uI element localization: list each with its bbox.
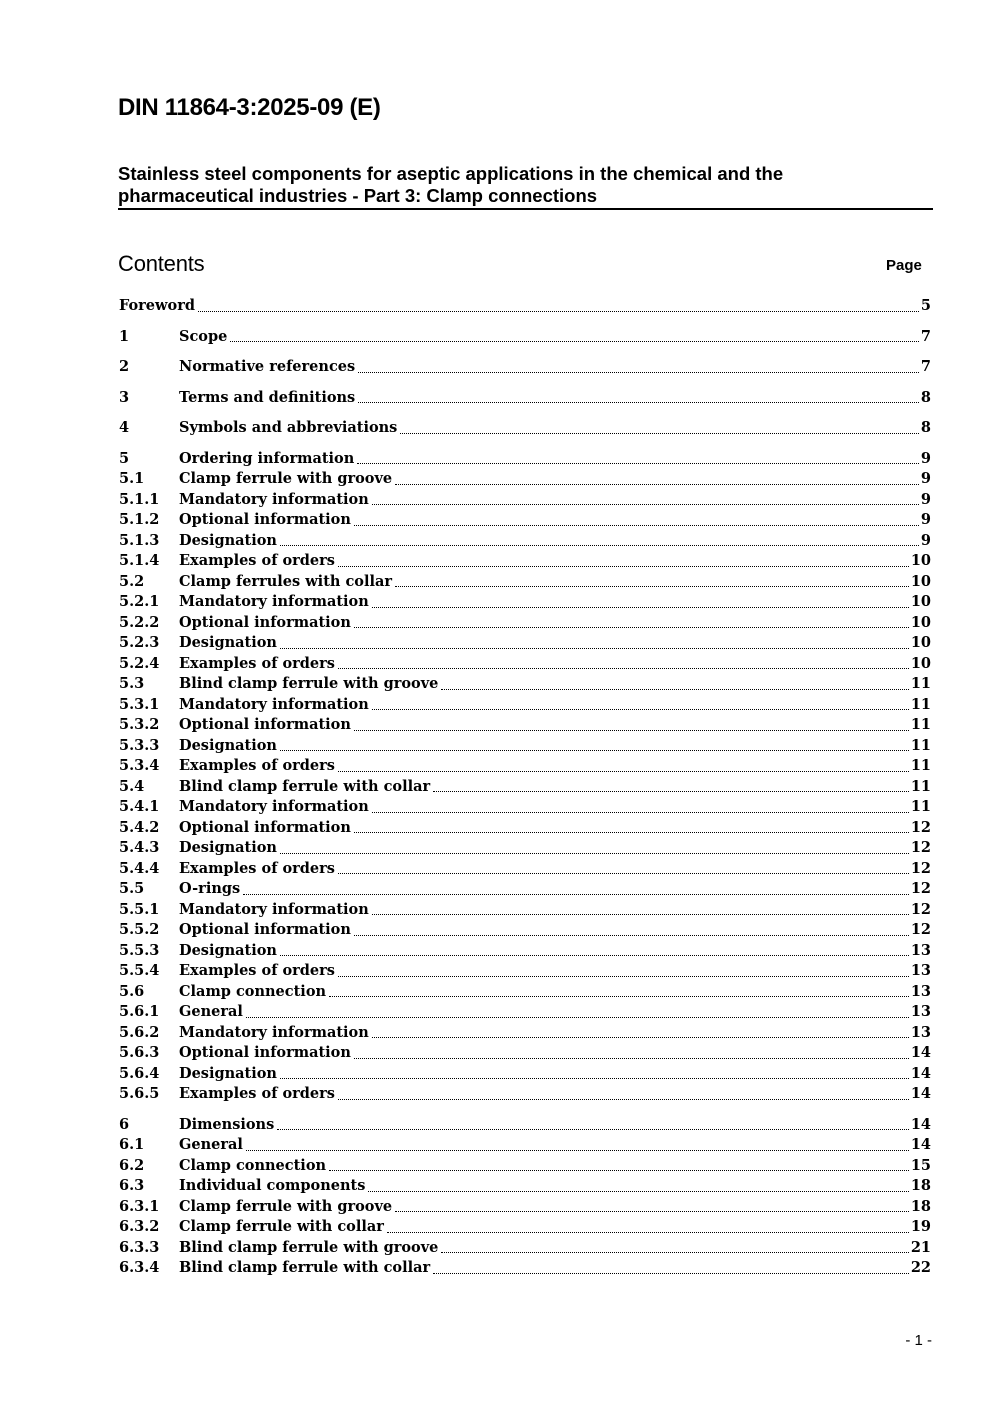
toc-dot-leader bbox=[400, 433, 919, 434]
toc-dot-leader bbox=[441, 1252, 908, 1253]
toc-entry-number: 6.3.2 bbox=[119, 1218, 160, 1235]
toc-entry-title: Clamp connection bbox=[179, 982, 327, 1000]
toc-entry-number: 5.6 bbox=[119, 982, 145, 1000]
toc-entry-title: Examples of orders bbox=[179, 654, 335, 672]
toc-entry-leader bbox=[179, 1135, 931, 1156]
toc-entry-number: 5.3.1 bbox=[119, 695, 160, 713]
toc-dot-leader bbox=[372, 709, 909, 710]
toc-entry-title: Examples of orders bbox=[179, 757, 335, 774]
toc-entry-page: 14 bbox=[910, 1085, 931, 1102]
toc-entry-leader bbox=[179, 982, 931, 1003]
toc-dot-leader bbox=[277, 1129, 909, 1130]
toc-entry-title: Foreword bbox=[119, 297, 195, 314]
toc-entry-page: 9 bbox=[920, 490, 931, 508]
toc-entry-page: 10 bbox=[910, 552, 931, 569]
document-title bbox=[118, 163, 933, 210]
toc-entry-leader bbox=[119, 296, 931, 317]
toc-entry-leader bbox=[179, 1258, 931, 1279]
toc-entry[interactable] bbox=[119, 674, 931, 695]
toc-entry-title: Designation bbox=[179, 531, 277, 549]
toc-dot-leader bbox=[246, 1150, 909, 1151]
toc-entry-leader bbox=[179, 1023, 931, 1044]
toc-dot-leader bbox=[433, 791, 909, 792]
toc-dot-leader bbox=[280, 648, 909, 649]
page-column-heading: Page bbox=[886, 257, 922, 274]
toc-entry-page: 9 bbox=[920, 511, 931, 528]
toc-entry-title: O-rings bbox=[179, 880, 241, 897]
toc-entry-title: Optional information bbox=[179, 921, 351, 938]
toc-entry-page: 12 bbox=[910, 880, 931, 897]
page-number: - 1 - bbox=[905, 1332, 932, 1349]
toc-entry-title: Ordering information bbox=[179, 449, 355, 467]
toc-dot-leader bbox=[280, 1078, 909, 1079]
toc-entry-leader bbox=[179, 695, 931, 716]
toc-entry[interactable] bbox=[119, 1023, 931, 1044]
toc-entry-leader bbox=[179, 715, 931, 736]
toc-entry-page: 12 bbox=[910, 818, 931, 836]
toc-entry-number: 5.5.1 bbox=[119, 900, 160, 918]
toc-entry-number: 5.4.4 bbox=[119, 859, 160, 877]
toc-entry-title: General bbox=[179, 1136, 243, 1153]
toc-entry[interactable] bbox=[119, 1002, 931, 1023]
toc-entry-leader bbox=[179, 357, 931, 378]
toc-entry-leader bbox=[179, 418, 931, 439]
toc-dot-leader bbox=[357, 463, 919, 464]
toc-entry-page: 11 bbox=[910, 675, 931, 692]
toc-entry-number: 6.3.3 bbox=[119, 1238, 160, 1256]
toc-entry-page: 8 bbox=[920, 388, 931, 406]
toc-entry-title: Dimensions bbox=[179, 1115, 275, 1133]
toc-entry-page: 11 bbox=[910, 695, 931, 713]
toc-entry-title: Designation bbox=[179, 839, 277, 856]
toc-dot-leader bbox=[372, 1037, 909, 1038]
toc-entry-leader bbox=[179, 654, 931, 675]
toc-entry-number: 5.1.3 bbox=[119, 531, 160, 549]
toc-dot-leader bbox=[354, 1058, 909, 1059]
toc-entry-leader bbox=[179, 551, 931, 572]
toc-dot-leader bbox=[280, 955, 909, 956]
toc-entry-leader bbox=[179, 1043, 931, 1064]
toc-entry[interactable] bbox=[119, 1197, 931, 1218]
toc-entry[interactable] bbox=[119, 510, 931, 531]
toc-entry-page: 11 bbox=[910, 777, 931, 795]
toc-entry-leader bbox=[179, 1176, 931, 1197]
toc-entry[interactable] bbox=[119, 982, 931, 1003]
toc-entry-leader bbox=[179, 838, 931, 859]
toc-dot-leader bbox=[372, 504, 919, 505]
toc-dot-leader bbox=[358, 402, 919, 403]
document-id: DIN 11864-3:2025-09 (E) bbox=[118, 94, 381, 121]
toc-entry-page: 13 bbox=[910, 941, 931, 959]
toc-entry-title: Mandatory information bbox=[179, 593, 369, 610]
toc-entry-page: 15 bbox=[910, 1156, 931, 1174]
toc-dot-leader bbox=[338, 976, 909, 977]
toc-entry-title: Normative references bbox=[179, 358, 356, 375]
toc-entry-page: 12 bbox=[910, 859, 931, 877]
toc-entry-title: Mandatory information bbox=[179, 900, 369, 918]
toc-entry-number: 5.4.1 bbox=[119, 798, 160, 815]
toc-entry-page: 14 bbox=[910, 1044, 931, 1061]
toc-entry[interactable] bbox=[119, 1064, 931, 1085]
toc-dot-leader bbox=[395, 586, 909, 587]
toc-entry-page: 8 bbox=[920, 419, 931, 436]
toc-entry[interactable] bbox=[119, 900, 931, 921]
toc-entry[interactable] bbox=[119, 777, 931, 798]
toc-entry-number: 5.3.4 bbox=[119, 757, 160, 774]
toc-entry-number: 5.3.3 bbox=[119, 736, 160, 754]
toc-entry-page: 12 bbox=[910, 921, 931, 938]
toc-entry-leader bbox=[179, 1197, 931, 1218]
toc-entry-page: 22 bbox=[910, 1259, 931, 1276]
toc-entry[interactable] bbox=[119, 490, 931, 511]
toc-dot-leader bbox=[395, 1211, 909, 1212]
toc-entry-page: 10 bbox=[910, 593, 931, 610]
toc-entry-number: 5.2.4 bbox=[119, 654, 160, 672]
toc-entry[interactable] bbox=[119, 1176, 931, 1197]
toc-entry-title: Designation bbox=[179, 941, 277, 959]
toc-entry-page: 11 bbox=[910, 736, 931, 754]
toc-entry-title: Clamp ferrule with collar bbox=[179, 1218, 384, 1235]
toc-entry-page: 11 bbox=[910, 716, 931, 733]
toc-dot-leader bbox=[246, 1017, 909, 1018]
toc-entry[interactable] bbox=[119, 715, 931, 736]
toc-dot-leader bbox=[338, 668, 909, 669]
toc-entry[interactable] bbox=[119, 633, 931, 654]
toc-dot-leader bbox=[372, 812, 909, 813]
toc-entry-leader bbox=[179, 818, 931, 839]
toc-entry-leader bbox=[179, 531, 931, 552]
toc-entry-number: 4 bbox=[119, 419, 130, 436]
toc-entry[interactable] bbox=[119, 920, 931, 941]
toc-entry-title: Blind clamp ferrule with groove bbox=[179, 675, 439, 692]
toc-entry[interactable] bbox=[119, 572, 931, 593]
table-of-contents bbox=[119, 296, 931, 1279]
toc-entry-leader bbox=[179, 1238, 931, 1259]
toc-entry-page: 7 bbox=[920, 327, 931, 345]
toc-entry[interactable] bbox=[119, 1217, 931, 1238]
toc-dot-leader bbox=[354, 525, 919, 526]
toc-entry-page: 9 bbox=[920, 470, 931, 487]
toc-entry[interactable] bbox=[119, 838, 931, 859]
toc-entry-page: 9 bbox=[920, 531, 931, 549]
toc-dot-leader bbox=[338, 566, 909, 567]
toc-dot-leader bbox=[354, 730, 909, 731]
toc-entry-number: 5.3.2 bbox=[119, 716, 160, 733]
toc-entry-title: Blind clamp ferrule with collar bbox=[179, 1259, 431, 1276]
toc-entry-leader bbox=[179, 920, 931, 941]
toc-entry-number: 5.4 bbox=[119, 777, 145, 795]
toc-entry-page: 5 bbox=[920, 297, 931, 314]
toc-entry-leader bbox=[179, 859, 931, 880]
toc-entry[interactable] bbox=[119, 1115, 931, 1136]
toc-entry-leader bbox=[179, 961, 931, 982]
toc-entry[interactable] bbox=[119, 296, 931, 317]
toc-entry[interactable] bbox=[119, 592, 931, 613]
toc-entry-number: 5.2.2 bbox=[119, 613, 160, 631]
toc-entry-title: Blind clamp ferrule with groove bbox=[179, 1238, 439, 1256]
toc-entry[interactable] bbox=[119, 388, 931, 409]
toc-entry-number: 5.2.3 bbox=[119, 634, 160, 651]
toc-entry-leader bbox=[179, 1002, 931, 1023]
toc-entry[interactable] bbox=[119, 961, 931, 982]
toc-entry-number: 6.2 bbox=[119, 1156, 145, 1174]
toc-dot-leader bbox=[368, 1191, 908, 1192]
document-title-line-2: pharmaceutical industries - Part 3: Clamp connections bbox=[118, 185, 598, 206]
toc-entry-page: 18 bbox=[910, 1197, 931, 1215]
toc-entry[interactable] bbox=[119, 695, 931, 716]
toc-entry-title: Clamp ferrule with groove bbox=[179, 470, 393, 487]
toc-entry[interactable] bbox=[119, 879, 931, 900]
toc-entry[interactable] bbox=[119, 1238, 931, 1259]
toc-entry-leader bbox=[179, 736, 931, 757]
toc-entry-leader bbox=[179, 613, 931, 634]
toc-entry[interactable] bbox=[119, 551, 931, 572]
toc-entry-page: 21 bbox=[910, 1238, 931, 1256]
toc-dot-leader bbox=[441, 689, 908, 690]
toc-entry-leader bbox=[179, 469, 931, 490]
toc-entry-leader bbox=[179, 449, 931, 470]
toc-entry[interactable] bbox=[119, 1043, 931, 1064]
toc-entry-page: 7 bbox=[920, 358, 931, 375]
toc-entry-page: 13 bbox=[910, 1023, 931, 1041]
toc-entry-title: Scope bbox=[179, 327, 228, 345]
toc-entry[interactable] bbox=[119, 941, 931, 962]
toc-entry[interactable] bbox=[119, 449, 931, 470]
toc-entry-page: 10 bbox=[910, 572, 931, 590]
toc-entry-number: 6.1 bbox=[119, 1136, 145, 1153]
toc-entry-title: Mandatory information bbox=[179, 1023, 369, 1041]
toc-entry-leader bbox=[179, 797, 931, 818]
toc-dot-leader bbox=[372, 914, 909, 915]
toc-entry-leader bbox=[179, 941, 931, 962]
toc-entry-page: 10 bbox=[910, 654, 931, 672]
toc-entry[interactable] bbox=[119, 756, 931, 777]
toc-entry-page: 9 bbox=[920, 449, 931, 467]
toc-entry-number: 5 bbox=[119, 449, 130, 467]
toc-dot-leader bbox=[243, 894, 909, 895]
toc-entry-title: Clamp connection bbox=[179, 1156, 327, 1174]
contents-heading: Contents bbox=[118, 251, 205, 276]
toc-entry[interactable] bbox=[119, 818, 931, 839]
toc-entry-leader bbox=[179, 388, 931, 409]
toc-dot-leader bbox=[329, 1170, 909, 1171]
toc-entry-page: 13 bbox=[910, 962, 931, 979]
toc-entry-number: 5.4.2 bbox=[119, 818, 160, 836]
toc-entry-page: 13 bbox=[910, 982, 931, 1000]
toc-entry-page: 14 bbox=[910, 1136, 931, 1153]
toc-entry-leader bbox=[179, 592, 931, 613]
toc-entry-title: Optional information bbox=[179, 511, 351, 528]
toc-entry-number: 5.6.5 bbox=[119, 1085, 160, 1102]
toc-dot-leader bbox=[280, 545, 919, 546]
toc-entry[interactable] bbox=[119, 613, 931, 634]
toc-entry-page: 12 bbox=[910, 900, 931, 918]
toc-entry-number: 5.4.3 bbox=[119, 839, 160, 856]
toc-entry-number: 6.3.4 bbox=[119, 1259, 160, 1276]
toc-entry-title: Clamp ferrule with groove bbox=[179, 1197, 393, 1215]
toc-dot-leader bbox=[354, 832, 909, 833]
toc-entry-page: 11 bbox=[910, 798, 931, 815]
toc-entry-leader bbox=[179, 572, 931, 593]
toc-entry-number: 6.3.1 bbox=[119, 1197, 160, 1215]
toc-entry-number: 3 bbox=[119, 388, 130, 406]
toc-dot-leader bbox=[230, 341, 919, 342]
toc-entry-title: General bbox=[179, 1003, 243, 1020]
toc-entry-title: Examples of orders bbox=[179, 1085, 335, 1102]
toc-entry-number: 5.1.4 bbox=[119, 552, 160, 569]
toc-entry-title: Examples of orders bbox=[179, 859, 335, 877]
toc-dot-leader bbox=[387, 1232, 909, 1233]
toc-entry-page: 14 bbox=[910, 1115, 931, 1133]
document-title-line-1: Stainless steel components for aseptic applications in the chemical and the bbox=[118, 163, 784, 184]
toc-entry-title: Mandatory information bbox=[179, 798, 369, 815]
toc-dot-leader bbox=[198, 311, 919, 312]
toc-entry-title: Optional information bbox=[179, 613, 351, 631]
toc-dot-leader bbox=[280, 750, 909, 751]
toc-entry[interactable] bbox=[119, 327, 931, 348]
toc-dot-leader bbox=[354, 627, 909, 628]
toc-entry-number: 5.5.4 bbox=[119, 962, 160, 979]
toc-entry-title: Mandatory information bbox=[179, 490, 369, 508]
toc-entry[interactable] bbox=[119, 1156, 931, 1177]
toc-entry-leader bbox=[179, 900, 931, 921]
toc-entry-leader bbox=[179, 1064, 931, 1085]
toc-entry-page: 14 bbox=[910, 1064, 931, 1082]
toc-entry-number: 5.2.1 bbox=[119, 593, 160, 610]
toc-entry[interactable] bbox=[119, 736, 931, 757]
toc-entry-number: 5.6.4 bbox=[119, 1064, 160, 1082]
toc-entry-number: 5.6.1 bbox=[119, 1003, 160, 1020]
toc-entry-page: 10 bbox=[910, 634, 931, 651]
toc-entry-number: 6.3 bbox=[119, 1177, 145, 1194]
toc-entry[interactable] bbox=[119, 1084, 931, 1105]
toc-dot-leader bbox=[329, 996, 909, 997]
toc-entry[interactable] bbox=[119, 859, 931, 880]
toc-entry-leader bbox=[179, 1115, 931, 1136]
toc-entry-page: 10 bbox=[910, 613, 931, 631]
toc-entry-leader bbox=[179, 1156, 931, 1177]
toc-dot-leader bbox=[338, 1099, 909, 1100]
toc-dot-leader bbox=[338, 771, 909, 772]
toc-entry[interactable] bbox=[119, 418, 931, 439]
toc-dot-leader bbox=[338, 873, 909, 874]
toc-entry-title: Clamp ferrules with collar bbox=[179, 572, 393, 590]
toc-entry-number: 5.5 bbox=[119, 880, 145, 897]
toc-entry[interactable] bbox=[119, 1258, 931, 1279]
toc-entry-title: Optional information bbox=[179, 716, 351, 733]
toc-entry-title: Optional information bbox=[179, 818, 351, 836]
toc-entry-page: 19 bbox=[910, 1218, 931, 1235]
toc-entry[interactable] bbox=[119, 654, 931, 675]
toc-entry-number: 5.1.2 bbox=[119, 511, 160, 528]
toc-entry-title: Mandatory information bbox=[179, 695, 369, 713]
toc-entry[interactable] bbox=[119, 1135, 931, 1156]
toc-entry-number: 5.1.1 bbox=[119, 490, 160, 508]
toc-entry-leader bbox=[179, 879, 931, 900]
toc-dot-leader bbox=[372, 607, 909, 608]
toc-entry-title: Symbols and abbreviations bbox=[179, 419, 398, 436]
toc-entry-title: Optional information bbox=[179, 1044, 351, 1061]
toc-entry-title: Examples of orders bbox=[179, 962, 335, 979]
toc-entry-number: 5.1 bbox=[119, 470, 145, 487]
toc-entry-leader bbox=[179, 327, 931, 348]
toc-entry-title: Terms and definitions bbox=[179, 388, 356, 406]
toc-entry-number: 5.3 bbox=[119, 675, 145, 692]
toc-entry-number: 5.5.2 bbox=[119, 921, 160, 938]
toc-dot-leader bbox=[358, 372, 919, 373]
toc-entry[interactable] bbox=[119, 797, 931, 818]
toc-entry-leader bbox=[179, 633, 931, 654]
toc-entry-title: Examples of orders bbox=[179, 552, 335, 569]
toc-entry[interactable] bbox=[119, 357, 931, 378]
toc-entry-title: Designation bbox=[179, 1064, 277, 1082]
toc-entry-leader bbox=[179, 1217, 931, 1238]
toc-entry[interactable] bbox=[119, 469, 931, 490]
toc-entry-title: Individual components bbox=[179, 1177, 366, 1194]
toc-entry-number: 5.6.3 bbox=[119, 1044, 160, 1061]
toc-dot-leader bbox=[433, 1273, 909, 1274]
toc-entry-number: 6 bbox=[119, 1115, 130, 1133]
toc-entry-page: 12 bbox=[910, 839, 931, 856]
toc-entry-leader bbox=[179, 490, 931, 511]
toc-entry-page: 11 bbox=[910, 757, 931, 774]
toc-entry-number: 1 bbox=[119, 327, 130, 345]
toc-entry-leader bbox=[179, 777, 931, 798]
toc-entry-page: 13 bbox=[910, 1003, 931, 1020]
toc-entry-title: Designation bbox=[179, 736, 277, 754]
toc-entry-leader bbox=[179, 510, 931, 531]
toc-dot-leader bbox=[395, 484, 919, 485]
toc-dot-leader bbox=[354, 935, 909, 936]
toc-entry-number: 2 bbox=[119, 358, 130, 375]
toc-entry[interactable] bbox=[119, 531, 931, 552]
toc-entry-title: Designation bbox=[179, 634, 277, 651]
toc-entry-title: Blind clamp ferrule with collar bbox=[179, 777, 431, 795]
toc-dot-leader bbox=[280, 853, 909, 854]
toc-entry-leader bbox=[179, 1084, 931, 1105]
toc-entry-number: 5.6.2 bbox=[119, 1023, 160, 1041]
toc-entry-number: 5.2 bbox=[119, 572, 145, 590]
toc-entry-leader bbox=[179, 674, 931, 695]
toc-entry-page: 18 bbox=[910, 1177, 931, 1194]
toc-entry-number: 5.5.3 bbox=[119, 941, 160, 959]
toc-entry-leader bbox=[179, 756, 931, 777]
